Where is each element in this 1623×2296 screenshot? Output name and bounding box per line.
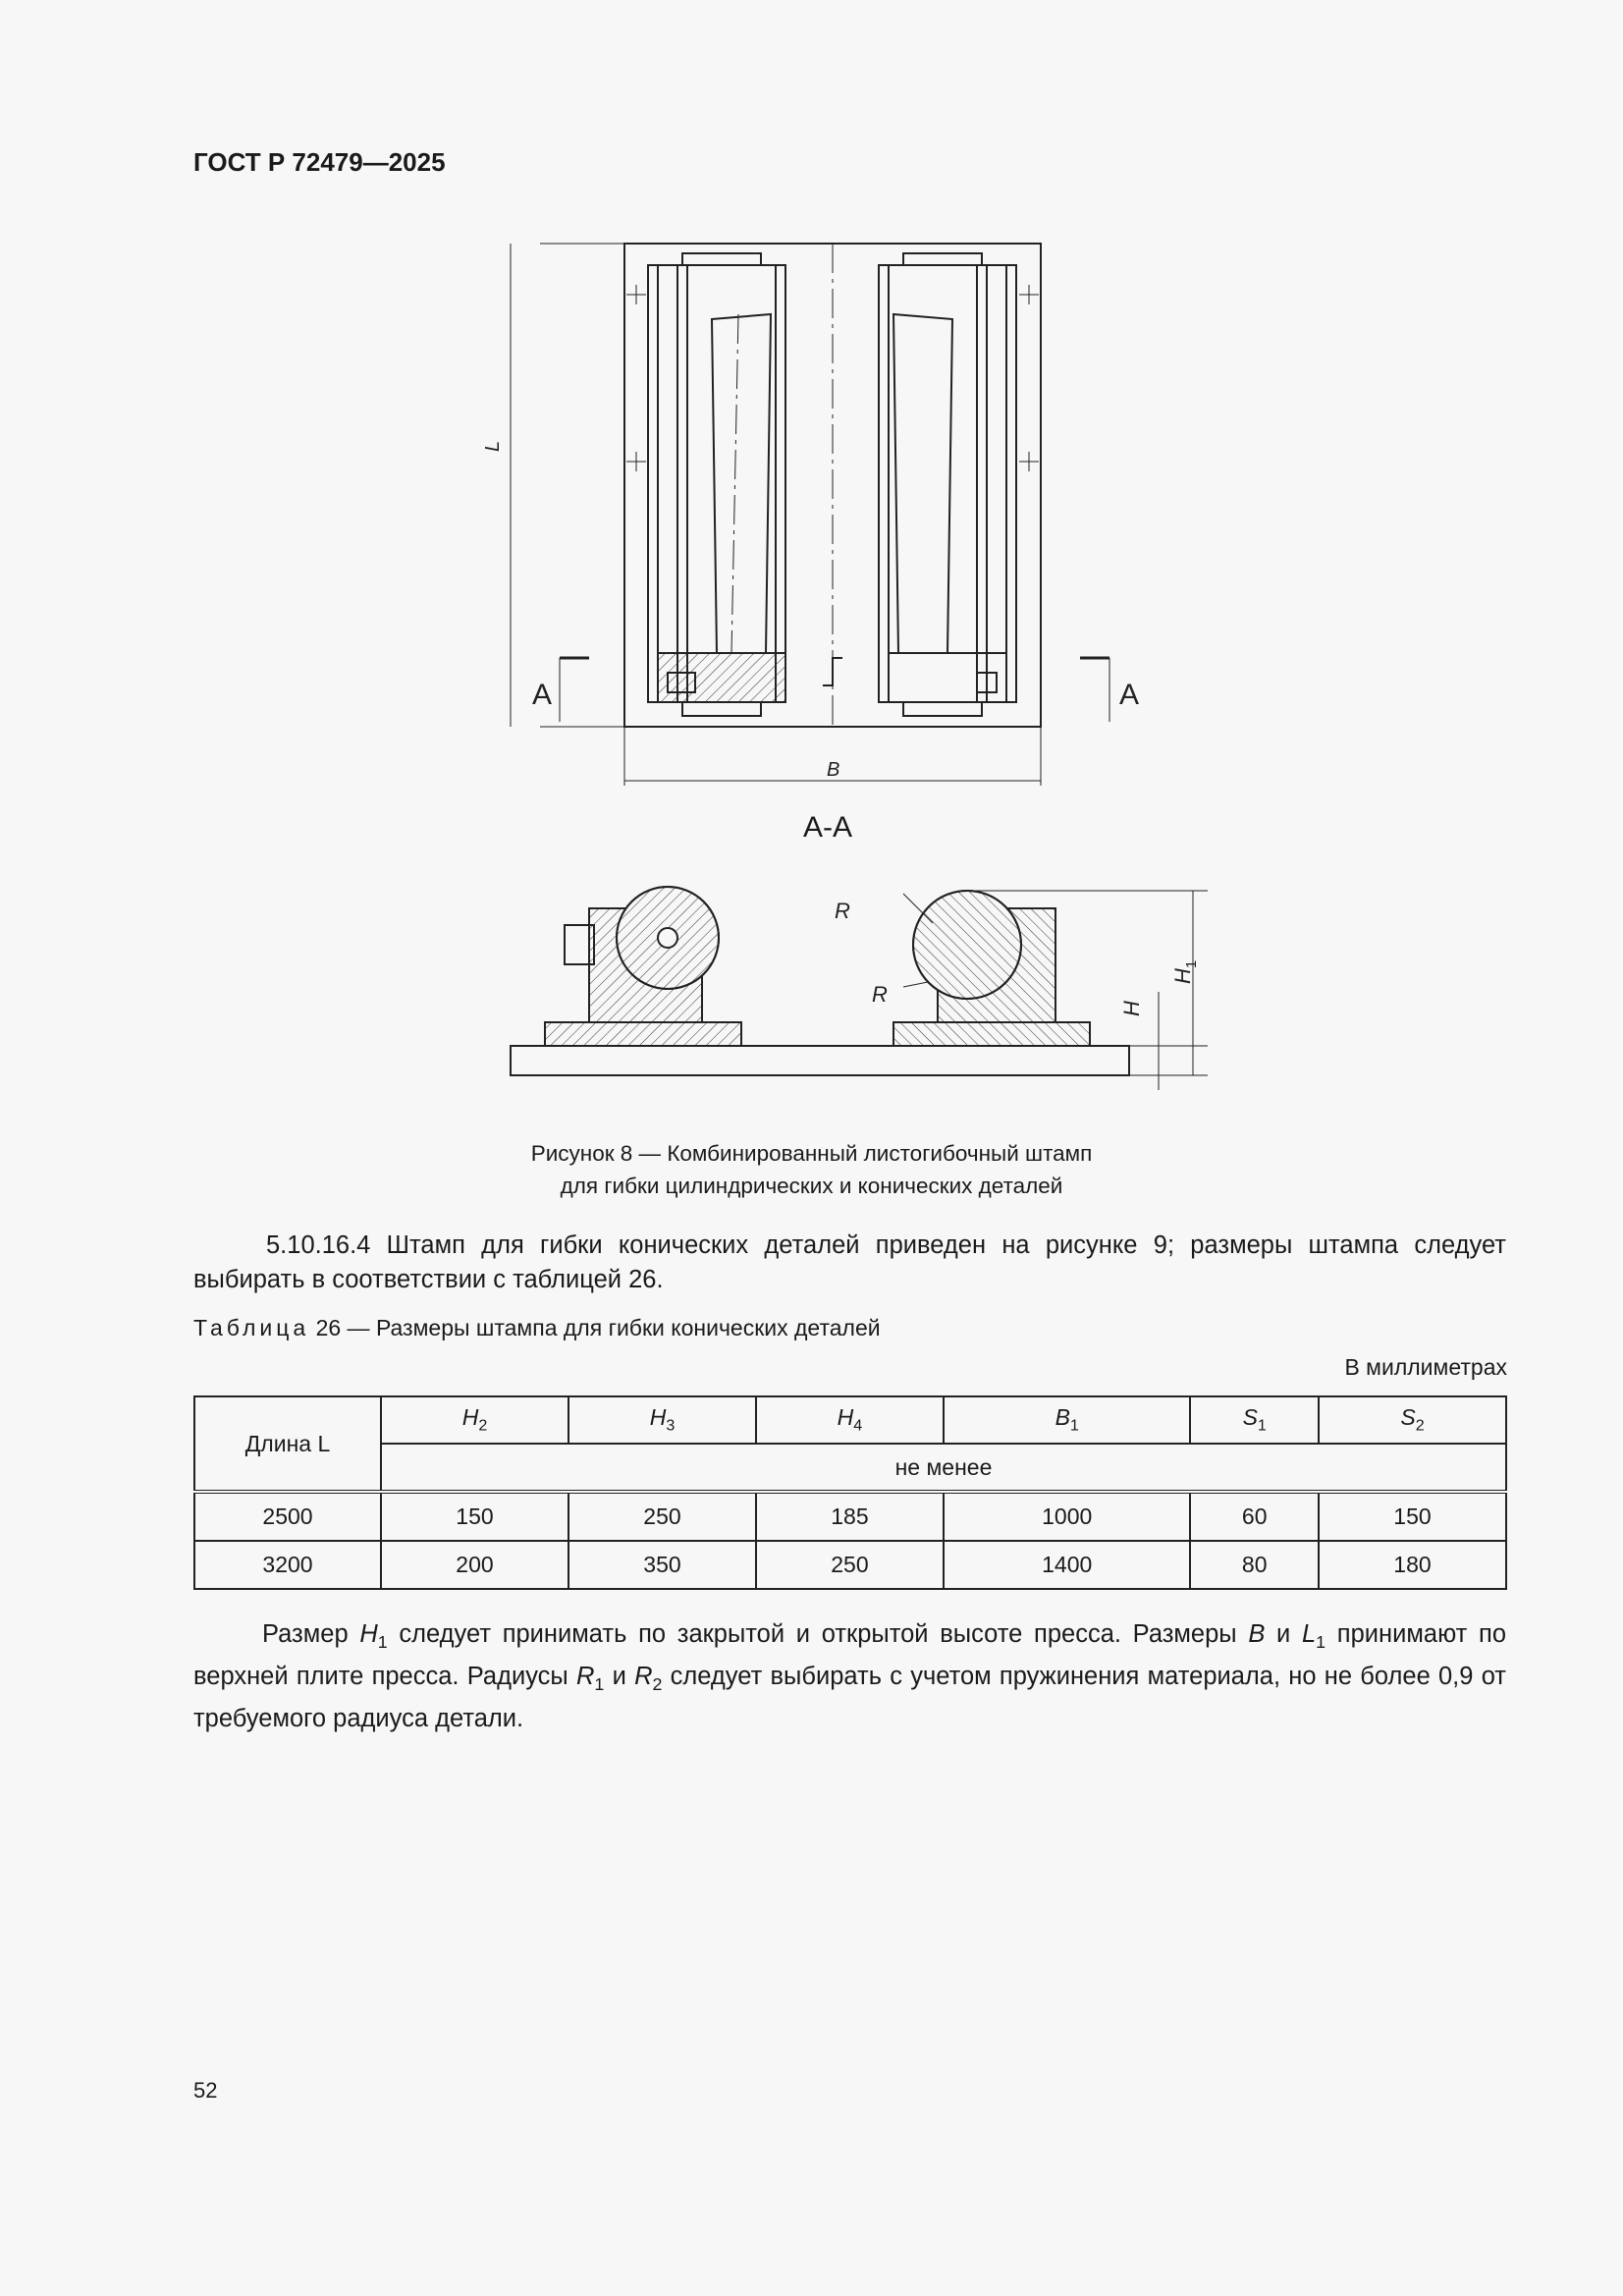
table-row xyxy=(194,1541,1506,1589)
table-cell: 1400 xyxy=(944,1541,1191,1589)
radius-label-bottom: R xyxy=(872,982,888,1007)
table-cell: 250 xyxy=(756,1541,944,1589)
table-cell: 3200 xyxy=(194,1541,381,1589)
table-cell: 2500 xyxy=(194,1492,381,1541)
dim-label-height1: $H_1$ xyxy=(1170,959,1200,984)
header-col: $H_3$ xyxy=(568,1396,756,1444)
table-title-text: 26 — Размеры штампа для гибки конических деталей xyxy=(309,1315,881,1340)
paragraph-dimensions-note: Размер $H_1$ следует принимать по закрытой и открытой высоте пресса. Размеры B и $L_1$ принимают по верхней плите пресса. Радиусы $R_1$ и $R_2$ следует выбирать с учетом пружинения материала, но не более 0,9 от требуемого радиуса детали. xyxy=(193,1620,1507,1733)
header-length: Длина L xyxy=(194,1396,381,1492)
technical-drawing xyxy=(481,226,1200,1110)
table-cell: 250 xyxy=(568,1492,756,1541)
header-col: $S_1$ xyxy=(1190,1396,1319,1444)
caption-line-2: для гибки цилиндрических и конических деталей xyxy=(560,1174,1063,1198)
table-cell: 185 xyxy=(756,1492,944,1541)
table-cell: 150 xyxy=(381,1492,568,1541)
section-mark-right: А xyxy=(1119,679,1140,711)
dim-label-width: B xyxy=(827,759,840,781)
section-view xyxy=(511,887,1208,1090)
plan-view xyxy=(511,244,1109,786)
table-cell: 200 xyxy=(381,1541,568,1589)
table-cell: 150 xyxy=(1319,1492,1506,1541)
section-mark-left: А xyxy=(532,679,553,711)
clause-number: 5.10.16.4 xyxy=(266,1231,371,1259)
table-title xyxy=(193,1315,881,1341)
header-col: $S_2$ xyxy=(1319,1396,1506,1444)
radius-label-top: R xyxy=(835,899,850,923)
table-cell: 180 xyxy=(1319,1541,1506,1589)
section-title: А-А xyxy=(803,811,853,844)
document-header: ГОСТ Р 72479—2025 xyxy=(193,147,446,177)
dim-label-height: H xyxy=(1119,1001,1144,1016)
table-units: В миллиметрах xyxy=(1344,1354,1507,1380)
header-col: $H_2$ xyxy=(381,1396,568,1444)
header-col: $B_1$ xyxy=(944,1396,1191,1444)
caption-line-1: Рисунок 8 — Комбинированный листогибочный штамп xyxy=(530,1141,1093,1166)
dimensions-table xyxy=(193,1395,1507,1590)
dim-label-length: L xyxy=(482,440,504,452)
table-cell: 1000 xyxy=(944,1492,1191,1541)
paragraph-5-10-16-4 xyxy=(193,1229,1506,1297)
header-col: $H_4$ xyxy=(756,1396,944,1444)
table-cell: 80 xyxy=(1190,1541,1319,1589)
table-label: Таблица xyxy=(193,1315,310,1340)
table-row xyxy=(194,1492,1506,1541)
figure-caption xyxy=(0,1137,1623,1202)
header-subcaption: не менее xyxy=(381,1444,1506,1492)
table-cell: 350 xyxy=(568,1541,756,1589)
table-cell: 60 xyxy=(1190,1492,1319,1541)
paragraph-text: Штамп для гибки конических деталей приведен на рисунке 9; размеры штампа следует выбирать в соответствии с таблицей 26. xyxy=(193,1231,1506,1293)
page-number: 52 xyxy=(193,2078,218,2103)
